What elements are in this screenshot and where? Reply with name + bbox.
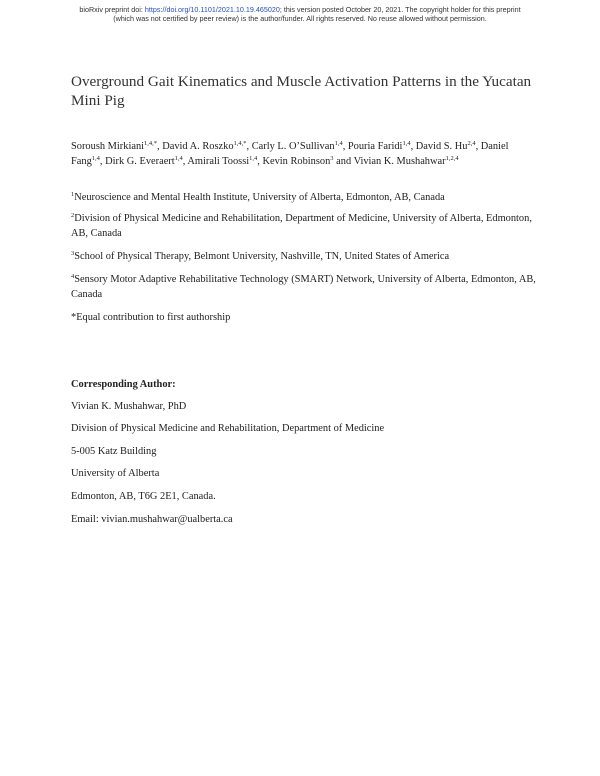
author: Amirali Toossi$^{1,4}$, (187, 155, 263, 167)
affiliation-2: $^2$Division of Physical Medicine and Rehabilitation, Department of Medicine, University of Alberta, Edmonton, AB, Canada (71, 212, 532, 239)
preprint-banner (0, 5, 600, 23)
author: David A. Roszko$^{1,4,*}$, (162, 140, 252, 152)
banner-prefix: bioRxiv preprint doi: (79, 5, 145, 14)
equal-contribution-note: *Equal contribution to first authorship (71, 312, 231, 323)
affiliation-3: $^3$School of Physical Therapy, Belmont University, Nashville, TN, United States of America (71, 250, 450, 262)
corresponding-university: University of Alberta (71, 468, 160, 479)
author: Soroush Mirkiani$^{1,4,*}$, (71, 140, 163, 152)
affiliation-1: $^1$Neuroscience and Mental Health Institute, University of Alberta, Edmonton, AB, Canada (71, 191, 445, 203)
author-list (71, 139, 541, 169)
corresponding-building: 5-005 Katz Building (71, 446, 157, 457)
author: Carly L. O’Sullivan$^{1,4}$, (251, 140, 348, 152)
corresponding-name: Vivian K. Mushahwar, PhD (71, 401, 187, 412)
banner-suffix: ; this version posted October 20, 2021. The copyright holder for this preprint (279, 5, 521, 14)
corresponding-email[interactable]: Email: vivian.mushahwar@ualberta.ca (71, 514, 233, 525)
paper-title: Overground Gait Kinematics and Muscle Activation Patterns in the Yucatan Mini Pig (71, 73, 532, 109)
corresponding-division: Division of Physical Medicine and Rehabilitation, Department of Medicine (71, 423, 385, 434)
affiliation-4: $^4$Sensory Motor Adaptive Rehabilitative Technology (SMART) Network, University of Alberta, Edmonton, AB, Canada (71, 273, 536, 300)
banner-line-1 (0, 5, 600, 14)
banner-line-2: (which was not certified by peer review) is the author/funder. All rights reserved. No reuse allowed without permission. (113, 14, 487, 23)
corresponding-city: Edmonton, AB, T6G 2E1, Canada. (71, 491, 216, 502)
author: David S. Hu$^{2,4}$, (415, 140, 481, 152)
author: Dirk G. Everaert$^{1,4}$, (105, 155, 188, 167)
doi-link[interactable]: https://doi.org/10.1101/2021.10.19.465020 (144, 5, 280, 14)
author: Kevin Robinson$^3$ and (262, 155, 354, 167)
author: Daniel Fang$^{1,4}$, (71, 141, 509, 167)
author: Vivian K. Mushahwar$^{1,2,4}$ (353, 155, 459, 167)
author: Pouria Faridi$^{1,4}$, (347, 140, 416, 152)
corresponding-heading: Corresponding Author: (71, 379, 176, 390)
